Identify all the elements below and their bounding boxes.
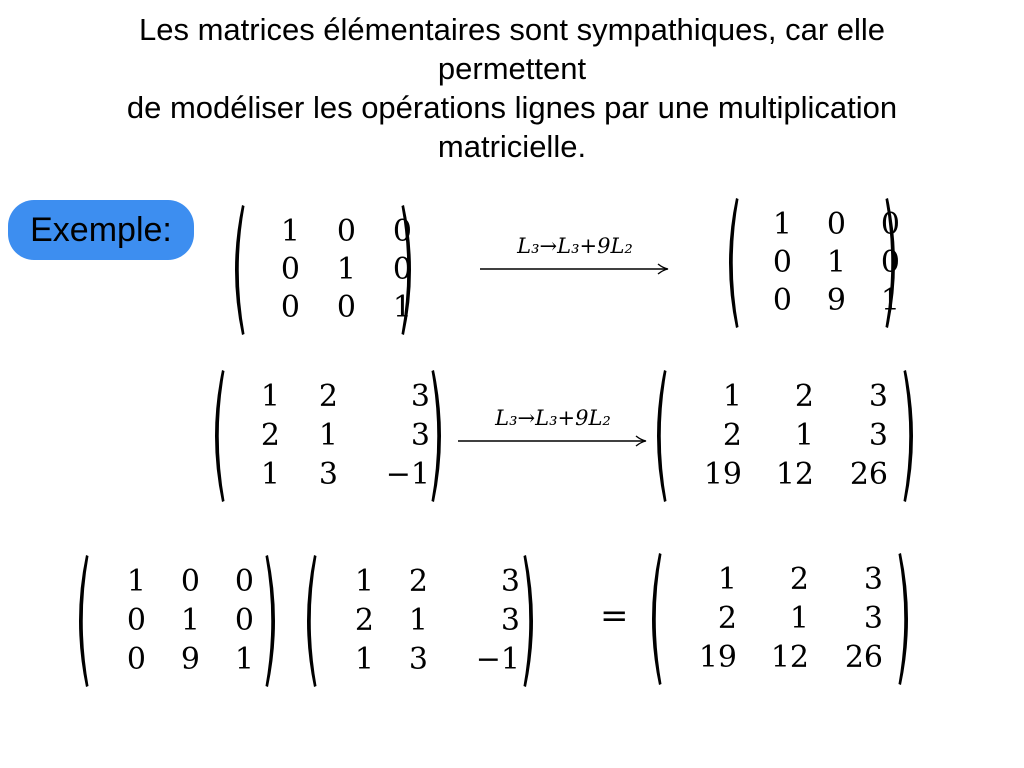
example-badge: Exemple:: [8, 200, 194, 260]
matrix-entry: 1: [789, 600, 809, 636]
matrix-entry: 3: [863, 600, 883, 636]
matrix-entry: 3: [868, 379, 888, 415]
left-parenthesis: [235, 205, 245, 335]
left-parenthesis: [79, 555, 89, 687]
matrix-entry: 2: [354, 602, 374, 638]
matrix-entry: 1: [794, 417, 814, 453]
matrix-entry: 0: [126, 602, 146, 638]
matrix-entry: 0: [392, 214, 412, 249]
elementary-matrix: [722, 198, 902, 328]
matrix-entry: −1: [385, 456, 430, 492]
equals-sign: =: [600, 596, 629, 636]
product-result-matrix: [645, 553, 915, 685]
matrix-entry: 1: [717, 562, 737, 598]
matrix-entry: 1: [280, 214, 300, 249]
matrix-entry: 1: [234, 641, 254, 677]
matrix-entry: 26: [849, 456, 888, 492]
matrix-entry: 2: [722, 417, 742, 453]
matrix-entry: 12: [775, 456, 814, 492]
matrix-entry: 9: [826, 283, 846, 318]
matrix-entry: 2: [794, 379, 814, 415]
left-parenthesis: [652, 553, 662, 685]
matrix-entry: 26: [844, 639, 883, 675]
row-operation-arrow-1: [480, 234, 670, 274]
matrix-entry: 0: [280, 252, 300, 287]
matrix-entry: 0: [880, 207, 900, 242]
matrix-entry: 3: [500, 602, 520, 638]
product_right-entries: [667, 561, 889, 677]
matrix-entry: 3: [410, 379, 430, 415]
matrix_a-entries: [228, 378, 436, 494]
matrix-entry: 1: [392, 290, 412, 325]
matrix-entry: 1: [408, 602, 428, 638]
matrix-entry: 2: [408, 564, 428, 600]
matrix-entry: 1: [260, 379, 280, 415]
matrix-entry: 12: [770, 639, 809, 675]
matrix-entry: −1: [475, 641, 520, 677]
matrix-a: [208, 370, 448, 502]
matrix-entry: 1: [336, 252, 356, 287]
matrix-entry: 1: [772, 207, 792, 242]
arrow-line-1: [480, 264, 670, 274]
matrix-entry: 0: [392, 252, 412, 287]
title-line-2: permettent: [437, 51, 587, 86]
matrix-entry: 0: [234, 602, 254, 638]
right-parenthesis: [899, 553, 909, 685]
matrix-entry: 1: [354, 641, 374, 677]
right-parenthesis: [904, 370, 914, 502]
matrix-entry: 0: [826, 207, 846, 242]
matrix-entry: 3: [408, 641, 428, 677]
matrix-entry: 2: [789, 562, 809, 598]
matrix-entry: 19: [703, 456, 742, 492]
right-parenthesis: [266, 555, 276, 687]
left-parenthesis: [307, 555, 317, 687]
matrix-entry: 1: [180, 602, 200, 638]
matrix-entry: 0: [180, 564, 200, 600]
operation-label-2: L₃→L₃+9L₂: [495, 406, 611, 430]
matrix-entry: 3: [500, 564, 520, 600]
elementary-entries: [744, 206, 906, 320]
matrix-entry: 3: [318, 456, 338, 492]
matrix-entry: 3: [868, 417, 888, 453]
left-parenthesis: [657, 370, 667, 502]
matrix-entry: 1: [354, 564, 374, 600]
result-matrix: [650, 370, 920, 502]
matrix-entry: 19: [698, 639, 737, 675]
title-line-4: matricielle.: [437, 129, 587, 164]
row-operation-arrow-2: [458, 406, 648, 446]
matrix-entry: 0: [336, 290, 356, 325]
matrix-entry: 2: [260, 417, 280, 453]
operation-label-1: L₃→L₃+9L₂: [517, 234, 633, 258]
matrix-entry: 0: [280, 290, 300, 325]
identity-entries: [250, 213, 418, 327]
matrix-entry: 0: [772, 283, 792, 318]
matrix-entry: 1: [126, 564, 146, 600]
matrix-entry: 1: [318, 417, 338, 453]
slide-title: [0, 10, 1024, 166]
product_mid-entries: [320, 563, 526, 679]
matrix-entry: 0: [234, 564, 254, 600]
matrix-entry: 3: [410, 417, 430, 453]
matrix-entry: 9: [180, 641, 200, 677]
product_left-entries: [98, 563, 260, 679]
matrix-entry: 1: [260, 456, 280, 492]
matrix-entry: 2: [318, 379, 338, 415]
matrix-entry: 0: [772, 245, 792, 280]
product-matrix-a: [300, 555, 540, 687]
arrow-line-2: [458, 436, 648, 446]
matrix-entry: 1: [826, 245, 846, 280]
matrix-entry: 1: [880, 283, 900, 318]
identity-matrix: [228, 205, 418, 335]
result-entries: [672, 378, 894, 494]
matrix-entry: 0: [336, 214, 356, 249]
product-elementary-matrix: [72, 555, 282, 687]
matrix-entry: 0: [126, 641, 146, 677]
left-parenthesis: [729, 198, 739, 328]
title-line-1: Les matrices élémentaires sont sympathiques, car elle: [138, 12, 886, 47]
matrix-entry: 3: [863, 562, 883, 598]
matrix-entry: 2: [717, 600, 737, 636]
matrix-entry: 1: [722, 379, 742, 415]
title-line-3: de modéliser les opérations lignes par une multiplication: [126, 90, 898, 125]
left-parenthesis: [215, 370, 225, 502]
matrix-entry: 0: [880, 245, 900, 280]
